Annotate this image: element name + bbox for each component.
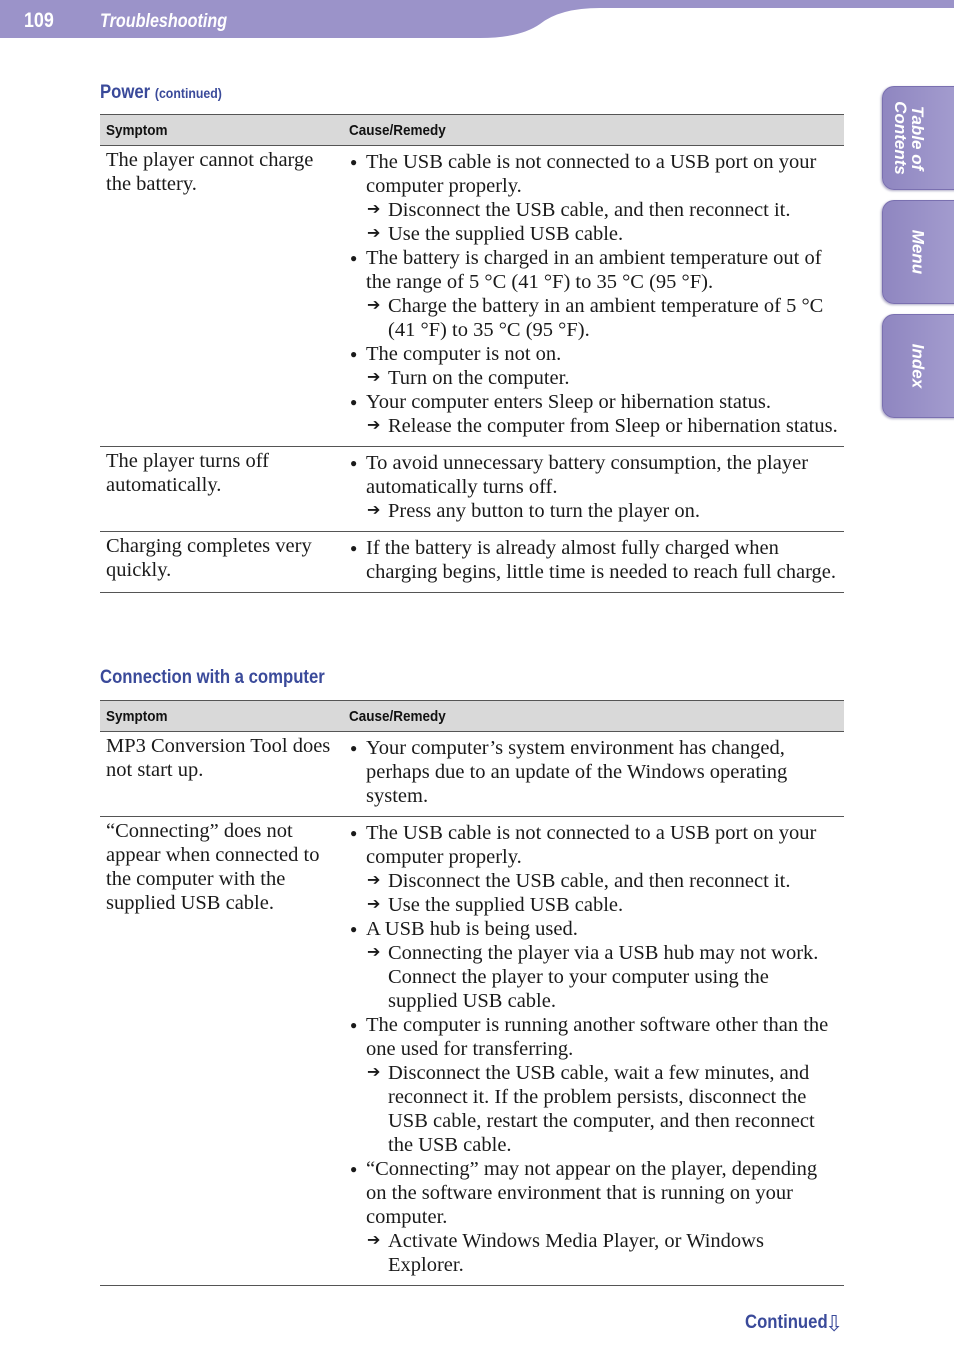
continued-label: Continued <box>745 1312 828 1333</box>
symptom-cell: The player cannot charge the battery. <box>100 146 343 447</box>
remedy-item: ➔ Activate Windows Media Player, or Windows Explorer. <box>349 1229 838 1277</box>
side-tab-label: Table of Contents <box>891 101 927 175</box>
table-row <box>100 817 844 1286</box>
side-tab-table-of-contents[interactable] <box>882 86 954 190</box>
remedy-item: ➔ Use the supplied USB cable. <box>349 893 838 917</box>
column-header-symptom: Symptom <box>100 701 343 732</box>
column-header-cause: Cause/Remedy <box>343 701 844 732</box>
remedy-item: ➔ Charge the battery in an ambient temperature of 5 °C (41 °F) to 35 °C (95 °F). <box>349 294 838 342</box>
cause-cell <box>343 532 844 593</box>
symptom-cell: The player turns off automatically. <box>100 447 343 532</box>
symptom-cell: Charging completes very quickly. <box>100 532 343 593</box>
section-title-text: Connection with a computer <box>100 667 325 688</box>
arrow-down-icon: ⇩ <box>825 1311 844 1336</box>
cause-bullet: ● Your computer enters Sleep or hibernation status. <box>349 390 838 414</box>
side-tab-label: Index <box>908 343 928 389</box>
section-title-connection <box>100 667 325 689</box>
table-row <box>100 146 844 447</box>
table-row <box>100 447 844 532</box>
column-header-cause: Cause/Remedy <box>343 115 844 146</box>
table-header-row <box>100 115 844 146</box>
cause-cell <box>343 447 844 532</box>
cause-bullet: ● The battery is charged in an ambient temperature out of the range of 5 °C (41 °F) to 35 °C (95 °F). <box>349 246 838 294</box>
cause-bullet: ● Your computer’s system environment has changed, perhaps due to an update of the Windows operating system. <box>349 736 838 808</box>
remedy-item: ➔ Disconnect the USB cable, wait a few minutes, and reconnect it. If the problem persists, disconnect the USB cable, restart the computer, and then reconnect the USB cable. <box>349 1061 838 1157</box>
remedy-item: ➔ Disconnect the USB cable, and then reconnect it. <box>349 869 838 893</box>
continued-link[interactable] <box>745 1311 844 1336</box>
table-row <box>100 532 844 593</box>
section-title-power <box>100 82 222 104</box>
side-tab-label: Menu <box>908 229 928 275</box>
page-number: 109 <box>24 9 54 32</box>
symptom-cell: MP3 Conversion Tool does not start up. <box>100 732 343 817</box>
cause-bullet: ● A USB hub is being used. <box>349 917 838 941</box>
remedy-item: ➔ Turn on the computer. <box>349 366 838 390</box>
cause-bullet: ● The USB cable is not connected to a USB port on your computer properly. <box>349 150 838 198</box>
table-header-row <box>100 701 844 732</box>
cause-cell <box>343 732 844 817</box>
cause-bullet: ● To avoid unnecessary battery consumption, the player automatically turns off. <box>349 451 838 499</box>
side-tab-index[interactable] <box>882 314 954 418</box>
cause-bullet: ● The USB cable is not connected to a USB port on your computer properly. <box>349 821 838 869</box>
cause-bullet: ● If the battery is already almost fully charged when charging begins, little time is needed to reach full charge. <box>349 536 838 584</box>
header-section-name: Troubleshooting <box>100 11 228 32</box>
column-header-symptom: Symptom <box>100 115 343 146</box>
remedy-item: ➔ Press any button to turn the player on. <box>349 499 838 523</box>
cause-bullet: ● “Connecting” may not appear on the player, depending on the software environment that is running on your computer. <box>349 1157 838 1229</box>
cause-cell <box>343 817 844 1286</box>
remedy-item: ➔ Use the supplied USB cable. <box>349 222 838 246</box>
remedy-item: ➔ Disconnect the USB cable, and then reconnect it. <box>349 198 838 222</box>
side-tab-menu[interactable] <box>882 200 954 304</box>
remedy-item: ➔ Connecting the player via a USB hub may not work. Connect the player to your computer using the supplied USB cable. <box>349 941 838 1013</box>
header-band <box>0 0 954 40</box>
connection-table <box>100 700 844 1286</box>
cause-cell <box>343 146 844 447</box>
section-title-text: Power <box>100 82 151 103</box>
symptom-cell: “Connecting” does not appear when connected to the computer with the supplied USB cable. <box>100 817 343 1286</box>
remedy-item: ➔ Release the computer from Sleep or hibernation status. <box>349 414 838 438</box>
cause-bullet: ● The computer is not on. <box>349 342 838 366</box>
power-table <box>100 114 844 593</box>
cause-bullet: ● The computer is running another software other than the one used for transferring. <box>349 1013 838 1061</box>
section-title-suffix: (continued) <box>154 85 222 101</box>
table-row <box>100 732 844 817</box>
